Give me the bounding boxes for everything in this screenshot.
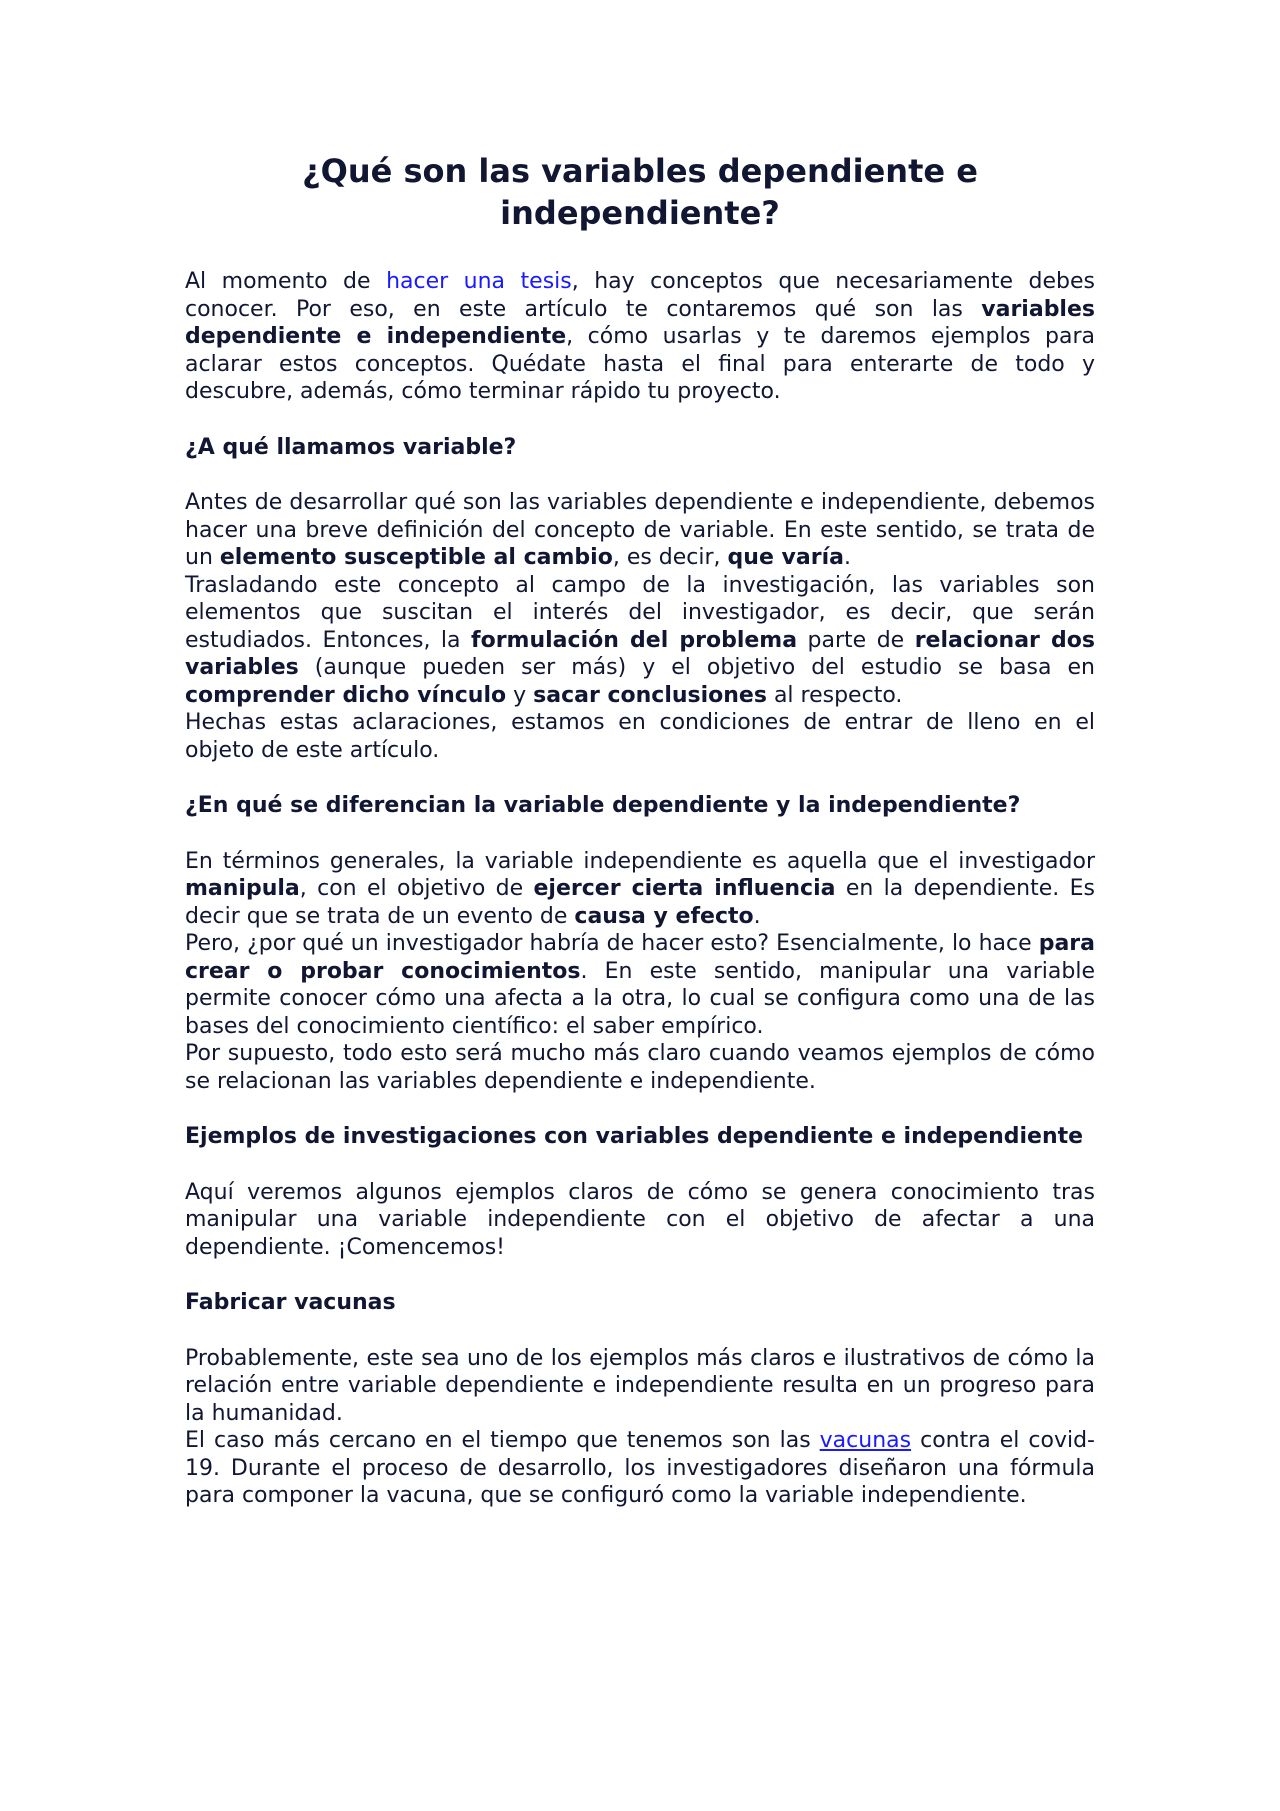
paragraph: Trasladando este concepto al campo de la investigación, las variables son elementos que suscitan el interés del investigador, es decir, que serán estudiados. Entonces, la formulación del problema parte de relacionar dos variables (aunque pueden ser más) y el objetivo del estudio se basa en comprender dicho vínculo y sacar conclusiones al respecto.	[185, 572, 1096, 708]
intro-block	[185, 268, 1095, 406]
section-vacunas-body	[185, 1345, 1095, 1510]
section-ejemplos-body	[185, 1179, 1095, 1262]
section-heading-vacunas: Fabricar vacunas	[185, 1290, 396, 1315]
paragraph: El caso más cercano en el tiempo que tenemos son las vacunas contra el covid-19. Durante el proceso de desarrollo, los investigadores diseñaron una fórmula para componer la vacuna, que se configuró como la variable independiente.	[185, 1428, 1095, 1508]
section-heading-variable: ¿A qué llamamos variable?	[185, 434, 517, 460]
section-heading-ejemplos: Ejemplos de investigaciones con variables dependiente e independiente	[185, 1124, 1084, 1149]
section-heading-diferencias: ¿En qué se diferencian la variable dependiente y la independiente?	[185, 793, 1021, 818]
paragraph: Hechas estas aclaraciones, estamos en condiciones de entrar de lleno en el objeto de este artículo.	[185, 710, 1095, 763]
paragraph: Antes de desarrollar qué son las variables dependiente e independiente, debemos hacer una breve definición del concepto de variable. En este sentido, se trata de un elemento susceptible al cambio, es decir, que varía.	[185, 490, 1095, 570]
vacunas-link[interactable]: vacunas	[819, 1428, 912, 1453]
paragraph: Aquí veremos algunos ejemplos claros de cómo se genera conocimiento tras manipular una variable independiente con el objetivo de afectar a una dependiente. ¡Comencemos!	[185, 1179, 1095, 1260]
section-variable-body	[185, 489, 1095, 764]
paragraph: En términos generales, la variable independiente es aquella que el investigador manipula, con el objetivo de ejercer cierta influencia en la dependiente. Es decir que se trata de un evento de causa y efecto.	[185, 848, 1095, 929]
paragraph: Por supuesto, todo esto será mucho más claro cuando veamos ejemplos de cómo se relacionan las variables dependiente e independiente.	[185, 1041, 1095, 1094]
intro-paragraph: Al momento de hacer una tesis, hay conceptos que necesariamente debes conocer. Por eso, en este artículo te contaremos qué son las variables dependiente e independiente, cómo usarlas y te daremos ejemplos para aclarar estos conceptos. Quédate hasta el final para enterarte de todo y descubre, además, cómo terminar rápido tu proyecto.	[185, 269, 1096, 404]
page-title: ¿Qué son las variables dependiente e independiente?	[302, 152, 978, 232]
paragraph: Pero, ¿por qué un investigador habría de hacer esto? Esencialmente, lo hace para crear o probar conocimientos. En este sentido, manipular una variable permite conocer cómo una afecta a la otra, lo cual se configura como una de las bases del conocimiento científico: el saber empírico.	[185, 931, 1095, 1039]
hacer-una-tesis-link[interactable]: hacer una tesis	[386, 269, 572, 294]
section-diferencias-body	[185, 848, 1095, 1096]
paragraph: Probablemente, este sea uno de los ejemplos más claros e ilustrativos de cómo la relación entre variable dependiente e independiente resulta en un progreso para la humanidad.	[185, 1345, 1095, 1426]
